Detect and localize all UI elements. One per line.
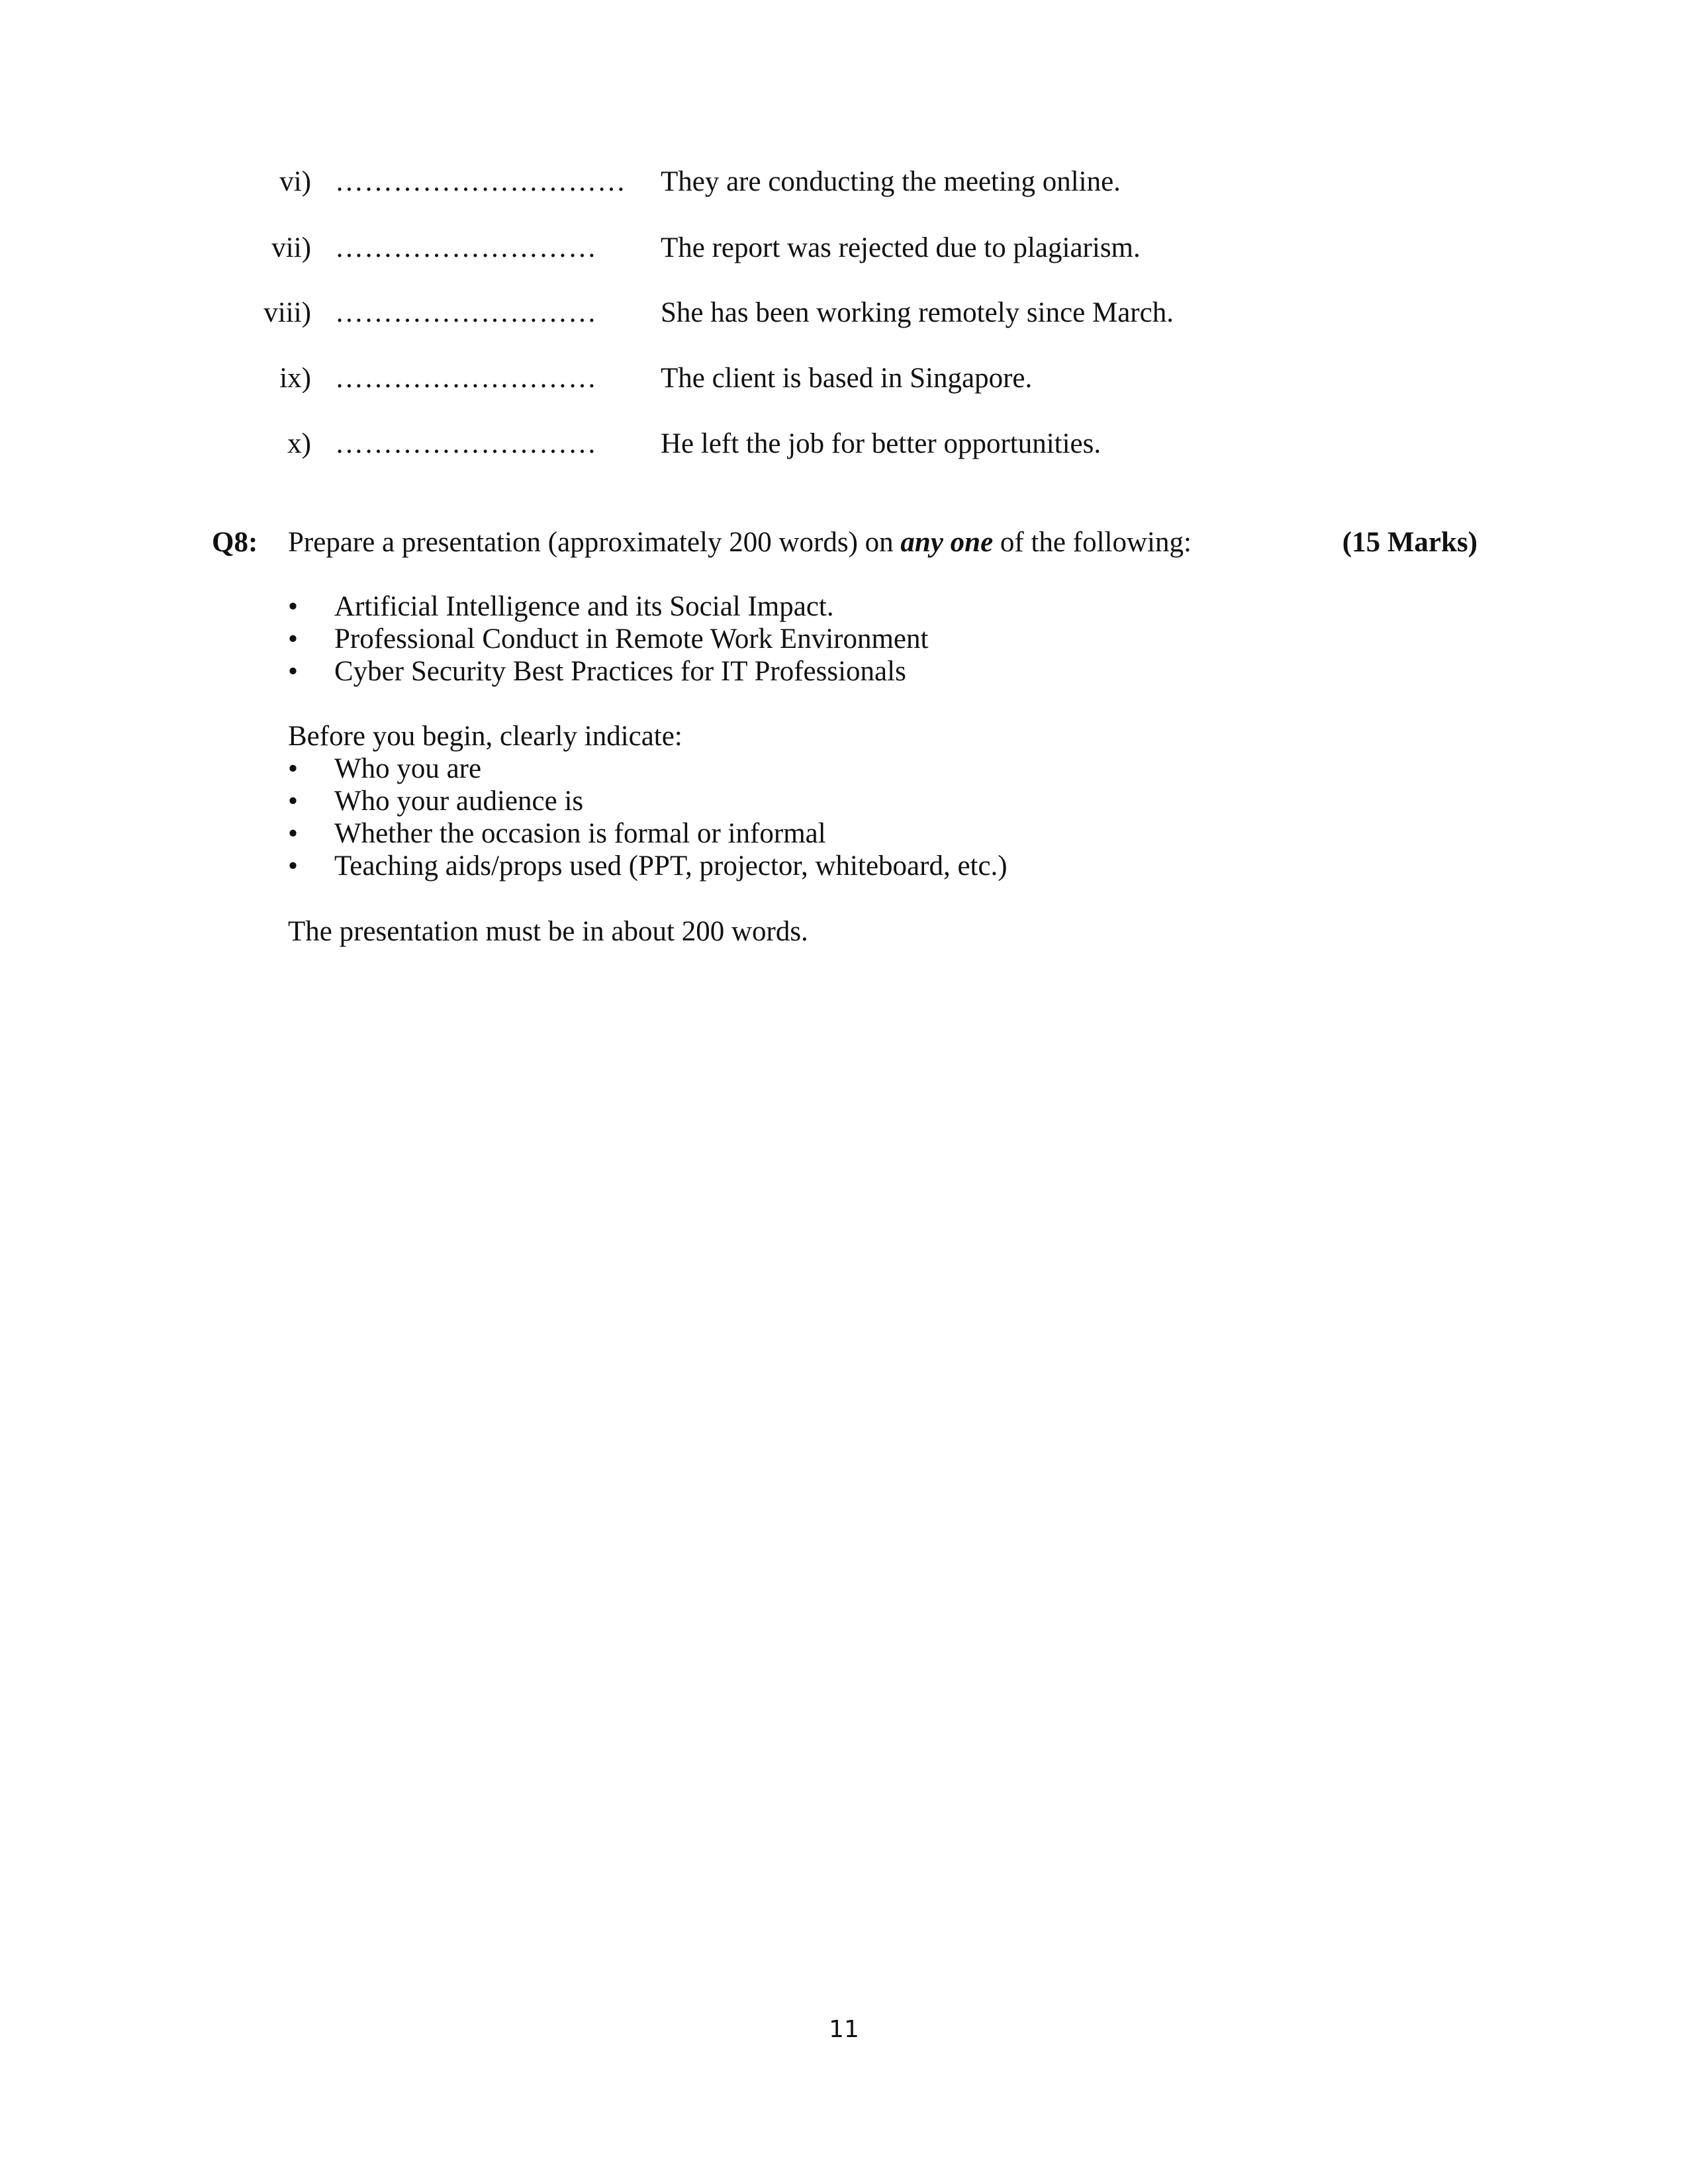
indicate-list [288,752,1008,882]
item-number: viii) [263,297,311,328]
bullet-icon: • [288,786,299,817]
topic-list [288,590,928,688]
topic-text: Professional Conduct in Remote Work Environment [334,623,929,655]
bullet-icon: • [288,623,299,655]
item-number: ix) [279,363,311,394]
answer-blank: ………………………… [335,166,626,197]
list-item [288,623,928,655]
closing-note: The presentation must be in about 200 words. [288,916,808,947]
bullet-icon: • [288,656,299,687]
fill-in-row-viii [0,293,1688,333]
list-item [288,817,1008,850]
bullet-icon: • [288,753,299,784]
indicate-intro: Before you begin, clearly indicate: [288,721,682,752]
item-number: vii) [271,232,311,263]
item-sentence: She has been working remotely since March. [661,297,1174,328]
question-text [288,523,1192,563]
topic-text: Cyber Security Best Practices for IT Professionals [334,656,906,687]
question-text-after: of the following: [993,527,1192,558]
topic-text: Artificial Intelligence and its Social Impact. [334,591,834,622]
indicate-text: Teaching aids/props used (PPT, projector, whiteboard, etc.) [334,850,1008,882]
item-sentence: They are conducting the meeting online. [661,166,1121,197]
indicate-text: Whether the occasion is formal or informal [334,818,826,849]
fill-in-row-vi [0,162,1688,202]
fill-in-row-vii [0,228,1688,268]
fill-in-row-ix [0,359,1688,398]
item-sentence: The client is based in Singapore. [661,363,1033,394]
list-item [288,752,1008,785]
list-item [288,785,1008,817]
question-text-before: Prepare a presentation (approximately 200 words) on [288,527,901,558]
bullet-icon: • [288,591,299,622]
answer-blank: ……………………… [335,232,597,263]
list-item [288,850,1008,882]
item-number: x) [287,428,311,459]
answer-blank: ……………………… [335,297,597,328]
question-heading [0,523,1688,563]
bullet-icon: • [288,850,299,882]
fill-in-row-x [0,424,1688,464]
bullet-icon: • [288,818,299,849]
question-marks: (15 Marks) [1342,527,1477,558]
list-item [288,590,928,623]
page-number: 11 [829,2016,859,2043]
indicate-text: Who your audience is [334,786,584,817]
indicate-text: Who you are [334,753,482,784]
question-number: Q8: [212,527,258,558]
item-number: vi) [279,166,311,197]
item-sentence: The report was rejected due to plagiarism. [661,232,1141,263]
item-sentence: He left the job for better opportunities. [661,428,1102,459]
answer-blank: ……………………… [335,428,597,459]
question-text-emphasis: any one [900,527,994,558]
list-item [288,655,928,688]
answer-blank: ……………………… [335,363,597,394]
